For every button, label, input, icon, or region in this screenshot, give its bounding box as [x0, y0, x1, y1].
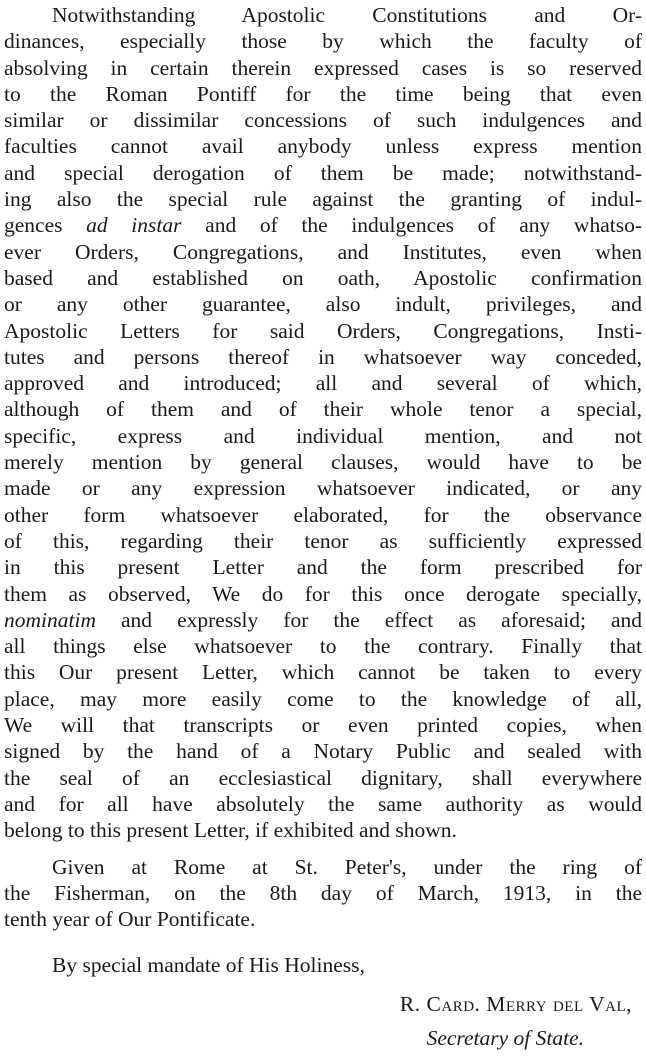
mandate-line: By special mandate of His Holiness,	[52, 953, 365, 978]
text-line: in this present Letter and the form prescribed for	[4, 555, 642, 580]
text-line: Apostolic Letters for said Orders, Congregations, Insti-	[4, 318, 642, 343]
text-line: and for all have absolutely the same authority as would	[4, 791, 642, 816]
signature-initial: R.	[399, 991, 421, 1016]
text-line	[4, 607, 642, 633]
text-line: Notwithstanding Apostolic Constitutions and Or-	[52, 3, 642, 27]
signature-title: Secretary of State.	[426, 1025, 584, 1050]
text-fragment: and expressly for the effect as aforesaid; and	[121, 607, 643, 632]
latin-term: nominatim	[4, 607, 96, 632]
text-line: made or any expression whatsoever indicated, or any	[4, 476, 642, 501]
latin-term: ad instar	[86, 213, 182, 238]
text-line	[4, 212, 642, 238]
text-line: Given at Rome at St. Peter's, under the ring of	[52, 854, 642, 879]
text-line: this Our present Letter, which cannot be taken to every	[4, 660, 642, 685]
text-line: although of them and of their whole tenor a special,	[4, 397, 642, 422]
text-fragment: and of the indulgences of any whatso-	[205, 213, 643, 238]
paragraph-gap	[4, 844, 646, 854]
text-line: of this, regarding their tenor as sufficiently expressed	[4, 528, 642, 553]
text-line: or any other guarantee, also indult, privileges, and	[4, 292, 642, 317]
dating-paragraph	[4, 854, 642, 933]
text-line: dinances, especially those by which the faculty of	[4, 29, 642, 54]
text-fragment: gences	[4, 213, 63, 238]
text-line: based and established on oath, Apostolic confirmation	[4, 265, 642, 290]
text-line: tutes and persons thereof in whatsoever way conceded,	[4, 344, 642, 369]
text-line: ever Orders, Congregations, and Institutes, even when	[4, 239, 642, 264]
text-line: tenth year of Our Pontificate.	[4, 907, 256, 932]
text-line: place, may more easily come to the knowledge of all,	[4, 686, 642, 711]
text-line: them as observed, We do for this once derogate specially,	[4, 581, 642, 606]
signature-surname: Card. Merry del Val,	[426, 991, 632, 1016]
text-line: specific, express and individual mention, and not	[4, 423, 642, 448]
text-line: belong to this present Letter, if exhibited and shown.	[4, 818, 457, 843]
text-line: all things else whatsoever to the contrary. Finally that	[4, 634, 642, 659]
text-line: to the Roman Pontiff for the time being that even	[4, 81, 642, 106]
text-line: the Fisherman, on the 8th day of March, 1913, in the	[4, 880, 642, 905]
text-line: merely mention by general clauses, would have to be	[4, 450, 642, 475]
text-line: other form whatsoever elaborated, for the observance	[4, 502, 642, 527]
text-line: We will that transcripts or even printed copies, when	[4, 713, 642, 738]
text-line: the seal of an ecclesiastical dignitary, shall everywhere	[4, 765, 642, 790]
text-line: faculties cannot avail anybody unless express mention	[4, 134, 642, 159]
text-line: absolving in certain therein expressed cases is so reserved	[4, 55, 642, 80]
text-line: approved and introduced; all and several of which,	[4, 371, 642, 396]
signature-name	[4, 991, 646, 1017]
decree-paragraph	[4, 2, 642, 844]
text-line: signed by the hand of a Notary Public and sealed with	[4, 739, 642, 764]
text-line: ing also the special rule against the granting of indul-	[4, 187, 642, 212]
text-line: and special derogation of them be made; notwithstand-	[4, 160, 642, 185]
text-line: similar or dissimilar concessions of such indulgences and	[4, 108, 642, 133]
